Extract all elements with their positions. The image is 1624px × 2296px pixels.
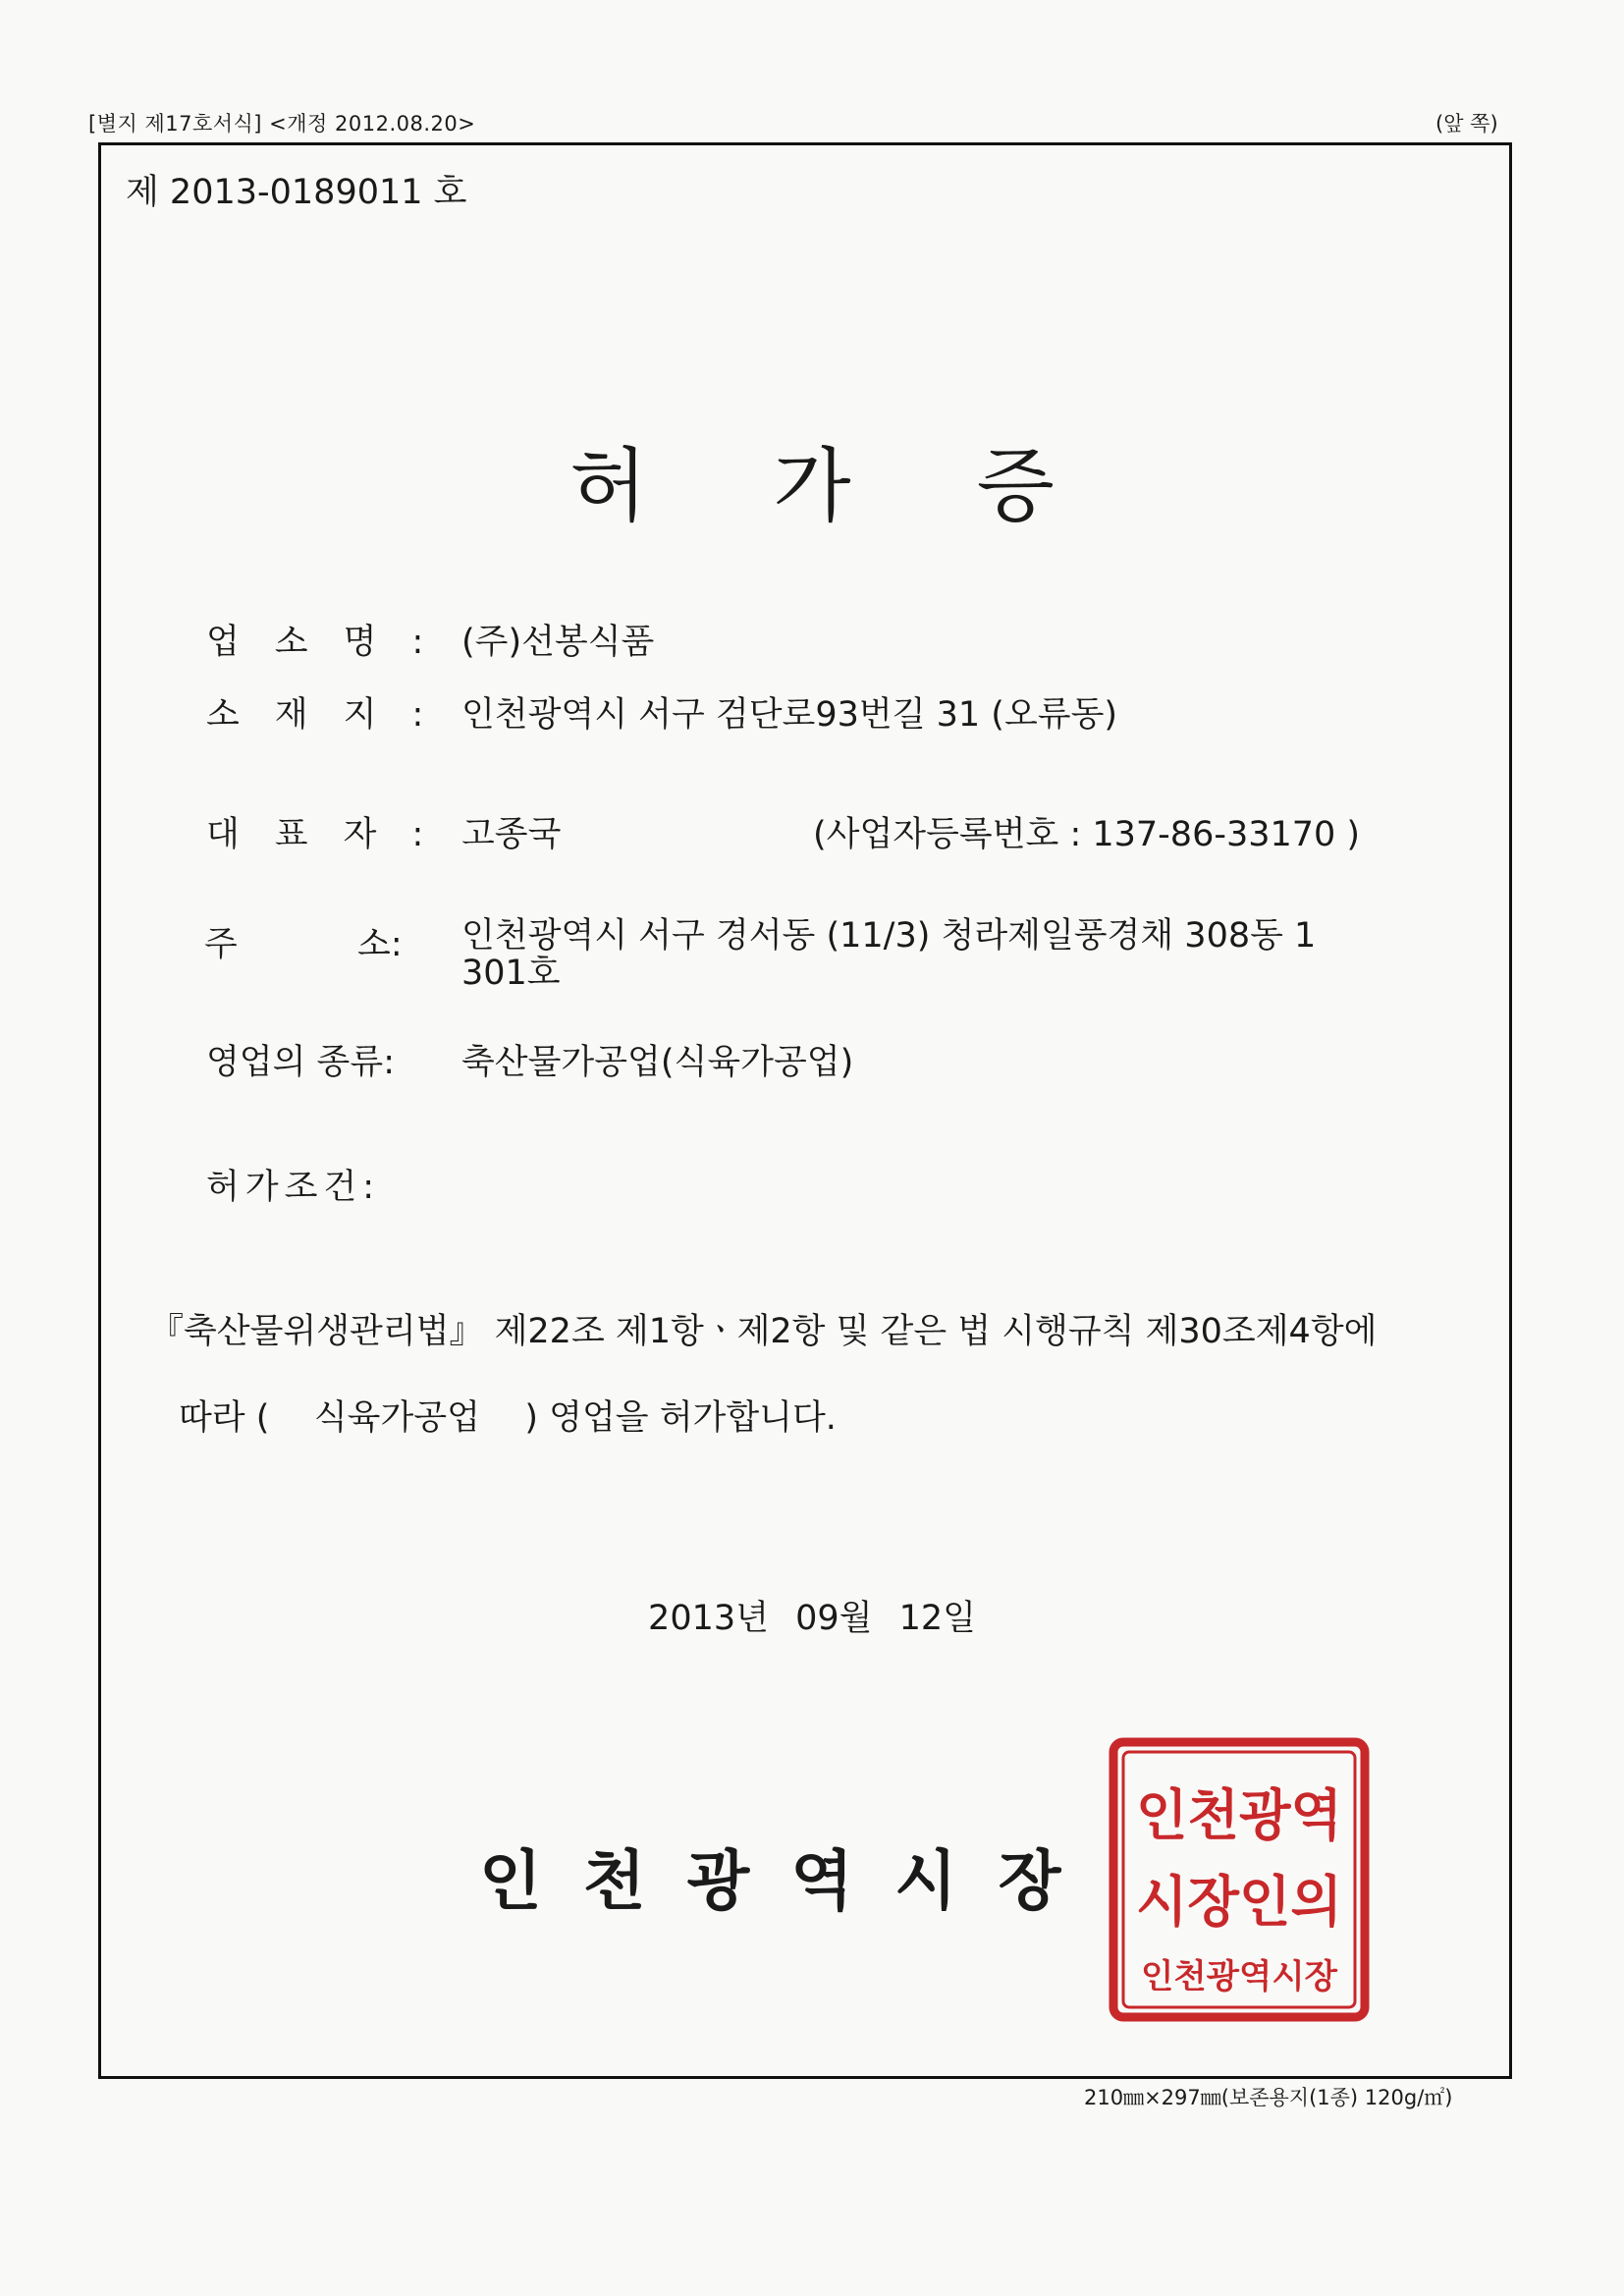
law-reference-line: 『축산물위생관리법』 제22조 제1항ㆍ제2항 및 같은 법 시행규칙 제30조제4항에 <box>149 1312 1378 1351</box>
address-value <box>461 917 1316 992</box>
colon: : <box>411 815 460 854</box>
certificate-number: 제 2013-0189011 호 <box>126 173 467 212</box>
business-type-value: 축산물가공업(식육가공업) <box>461 1043 854 1082</box>
colon: : <box>411 623 460 662</box>
permit-type: 식육가공업 <box>313 1398 480 1438</box>
issuer-name: 인천광역시장 <box>479 1843 1103 1919</box>
seal-text-3: 인천광역시장 <box>1141 1957 1339 1996</box>
form-note: [별지 제17호서식] <개정 2012.08.20> <box>88 112 476 136</box>
business-type-label: 영업의 종류: <box>206 1043 395 1082</box>
colon: : <box>383 1043 395 1082</box>
registration-number: (사업자등록번호 : 137-86-33170 ) <box>813 815 1361 854</box>
address-line-1: 인천광역시 서구 경서동 (11/3) 청라제일풍경채 308동 1 <box>461 916 1317 956</box>
conditions-label: 허가조건: <box>206 1168 381 1207</box>
page-side-label: (앞 쪽) <box>1435 112 1498 136</box>
colon: : <box>390 925 403 964</box>
colon: : <box>411 695 460 735</box>
address-label: 주 소: <box>204 925 403 964</box>
permit-statement: 따라 ( 식육가공업 ) 영업을 허가합니다. <box>179 1391 837 1440</box>
issue-date: 2013년 09월 12일 <box>648 1599 976 1638</box>
seal-text-2: 시장인의 <box>1136 1870 1342 1935</box>
business-name-label: 업소명: <box>206 623 460 662</box>
certificate-title: 허가증 <box>569 440 1180 533</box>
paper-specification: 210㎜×297㎜(보존용지(1종) 120g/㎡) <box>1084 2086 1453 2109</box>
colon: : <box>362 1168 381 1207</box>
official-seal-icon <box>1108 1736 1371 2023</box>
seal-text-1: 인천광역 <box>1136 1783 1342 1848</box>
representative-label: 대표자: <box>206 815 460 854</box>
representative-value: 고종국 <box>461 815 562 854</box>
business-name-value: (주)선봉식품 <box>461 623 655 662</box>
address-line-2: 301호 <box>461 954 561 993</box>
location-label: 소재지: <box>206 695 460 735</box>
location-value: 인천광역시 서구 검단로93번길 31 (오류동) <box>461 695 1118 735</box>
